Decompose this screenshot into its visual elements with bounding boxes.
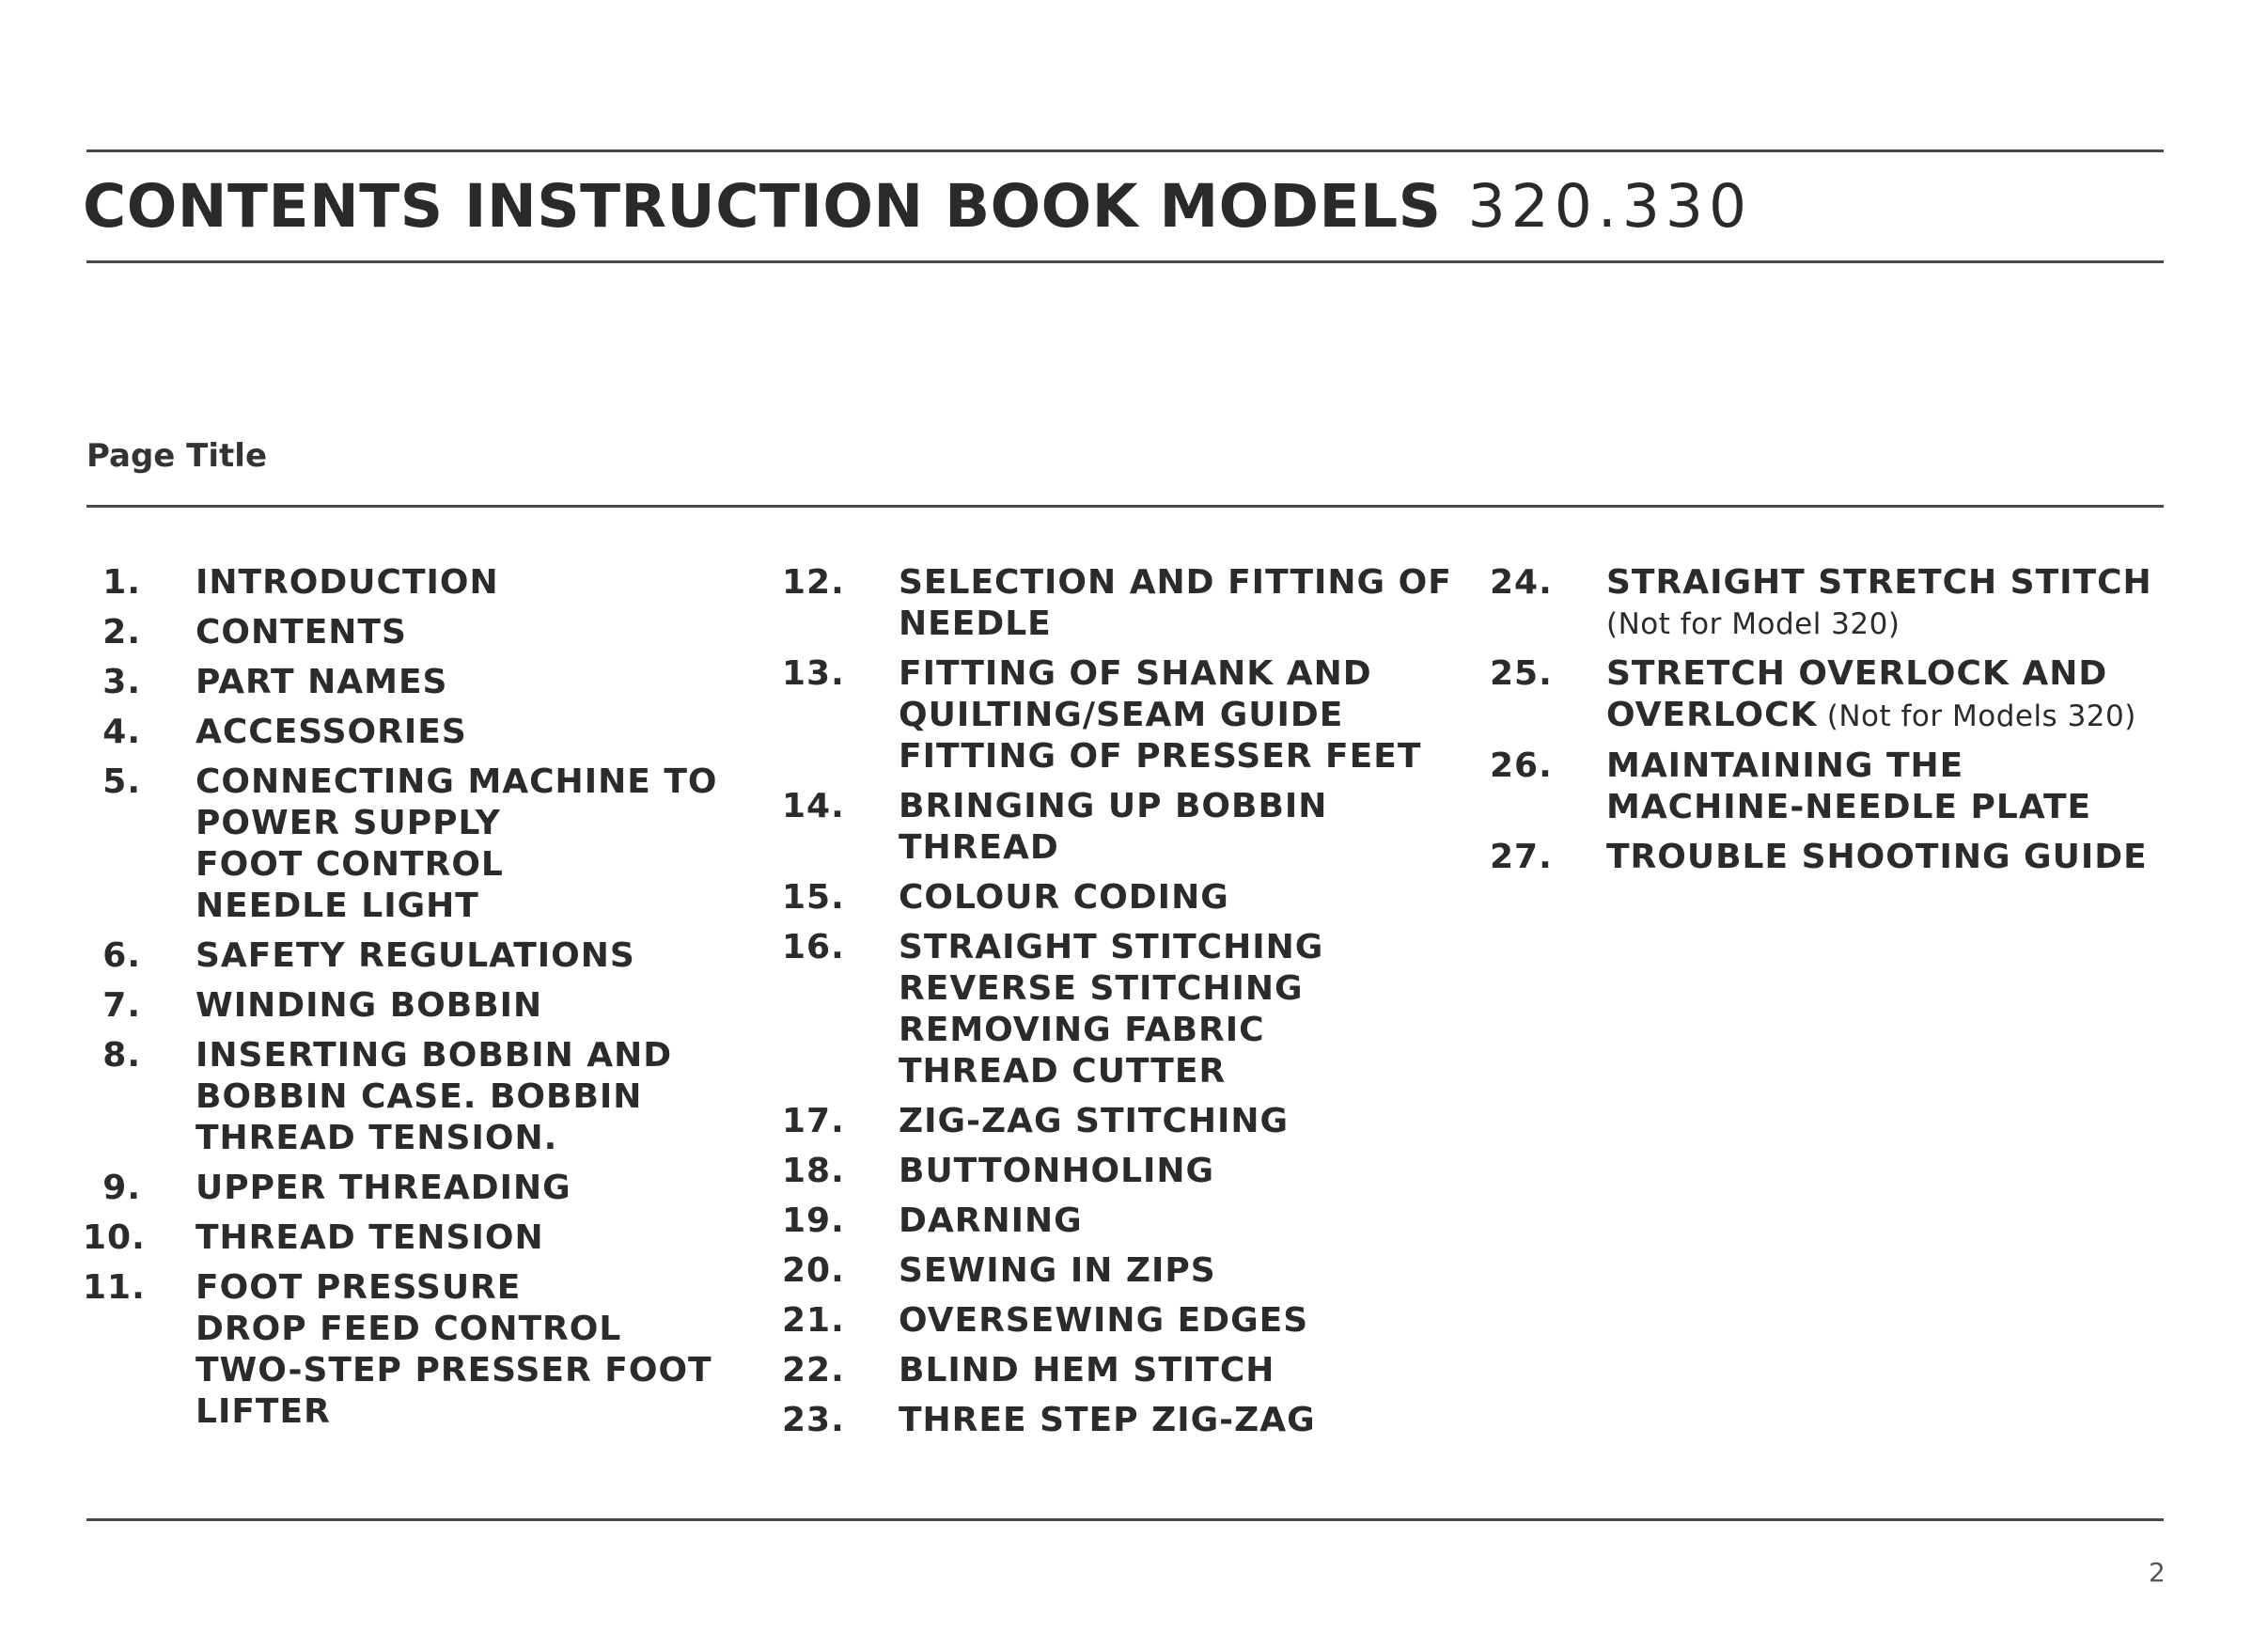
entry-title-line: POWER SUPPLY [196,804,501,842]
entry-title [196,712,467,753]
entry-title-line: OVERLOCK (Not for Models 320) [1606,696,2136,734]
entry-number: 9. [102,1169,141,1207]
entry-title-line: DROP FEED CONTROL [196,1310,622,1348]
title-models: 320.330 [1467,172,1753,241]
page-title [83,169,1752,244]
entry-number: 12. [782,563,845,602]
entry-title-line: WINDING BOBBIN [196,986,543,1025]
entry-title-line: LIFTER [196,1392,331,1431]
entry-title [899,1151,1214,1192]
entry-title-line: FOOT PRESSURE [196,1268,522,1307]
entry-title-line: SEWING IN ZIPS [899,1251,1216,1290]
entry-title-line: STRAIGHT STRETCH STITCH [1606,563,2152,602]
contents-entry [1490,837,2204,878]
entry-title [196,612,407,653]
entry-number: 15. [782,878,845,917]
contents-entry [83,985,759,1027]
entry-number: 1. [102,563,141,602]
contents-entry [782,562,1478,645]
entry-title [899,653,1421,777]
entry-title [196,1168,571,1209]
entry-title [196,562,499,604]
entry-title [1606,653,2136,737]
entry-title [196,1217,544,1259]
page-number: 2 [2149,1557,2166,1588]
contents-entry [83,762,759,927]
entry-number: 25. [1490,654,1553,693]
contents-entry [1490,746,2204,828]
entry-title [899,562,1452,645]
title-underline-rule [86,260,2164,263]
entry-title-line: SAFETY REGULATIONS [196,936,635,975]
entry-title-line: NEEDLE LIGHT [196,887,479,925]
entry-title-line: TWO-STEP PRESSER FOOT [196,1351,712,1390]
entry-title-line: THREAD TENSION. [196,1119,558,1157]
entry-title [899,1101,1289,1142]
contents-entry [782,877,1478,919]
entry-title [899,1350,1275,1391]
entry-note: (Not for Models 320) [1817,699,2136,733]
entry-title-line: THREAD [899,828,1059,867]
entry-number: 7. [102,986,141,1025]
contents-entry [1490,562,2204,645]
entry-title [899,1250,1216,1292]
contents-entry [1490,653,2204,737]
entry-number: 18. [782,1152,845,1190]
entry-number: 26. [1490,746,1553,785]
entry-title-line: CONNECTING MACHINE TO [196,762,718,801]
entry-title-line: DARNING [899,1201,1083,1240]
contents-entry [782,653,1478,777]
entry-title-line: REMOVING FABRIC [899,1011,1265,1049]
entry-title-line: REVERSE STITCHING [899,969,1304,1008]
entry-title [196,1035,672,1159]
entry-title-line: COLOUR CODING [899,878,1229,917]
entry-title [899,786,1327,869]
contents-entry [83,662,759,703]
contents-entry [782,786,1478,869]
entry-title [196,1267,712,1433]
entry-title [1606,746,2091,828]
entry-title-line: ZIG-ZAG STITCHING [899,1102,1290,1140]
entry-number: 8. [102,1036,141,1075]
entry-number: 11. [83,1268,146,1307]
entry-number: 24. [1490,563,1553,602]
entry-title [196,935,635,977]
entry-title-line: THREAD TENSION [196,1218,544,1257]
entry-number: 3. [102,663,141,701]
entry-number: 27. [1490,838,1553,876]
entry-title-line: INSERTING BOBBIN AND [196,1036,673,1075]
entry-title-line: NEEDLE [899,605,1052,643]
entry-title-line: QUILTING/SEAM GUIDE [899,696,1344,734]
entry-title-line: STRAIGHT STITCHING [899,928,1324,966]
entry-title-line: OVERSEWING EDGES [899,1301,1309,1340]
contents-entry [83,1267,759,1433]
entry-number: 23. [782,1401,845,1439]
entry-title [196,762,718,927]
entry-number: 13. [782,654,845,693]
entry-number: 21. [782,1301,845,1340]
contents-column-1 [83,562,759,1441]
entry-title-line: STRETCH OVERLOCK AND [1606,654,2108,693]
bottom-rule [86,1518,2164,1521]
contents-entry [782,1350,1478,1391]
contents-entry [782,1201,1478,1242]
entry-title-line: ACCESSORIES [196,713,467,751]
entry-title-line: PART NAMES [196,663,448,701]
contents-entry [782,1250,1478,1292]
contents-entry [83,612,759,653]
entry-title-line: TROUBLE SHOOTING GUIDE [1606,838,2148,876]
contents-entry [83,712,759,753]
entry-note: (Not for Model 320) [1606,607,1900,641]
entry-title-line: THREAD CUTTER [899,1052,1227,1091]
contents-entry [782,1101,1478,1142]
entry-title [1606,837,2148,878]
entry-title-line: MAINTAINING THE [1606,746,1964,785]
entry-title [899,1400,1316,1441]
entry-title [1606,562,2152,645]
entry-number: 22. [782,1351,845,1390]
contents-entry [782,1300,1478,1342]
entry-title [196,985,542,1027]
entry-title-line: CONTENTS [196,613,407,652]
contents-entry [83,1168,759,1209]
entry-title [196,662,447,703]
entry-title-line: UPPER THREADING [196,1169,571,1207]
contents-column-3 [1490,562,2204,887]
entry-title-line: FITTING OF SHANK AND [899,654,1372,693]
entry-title-line: SELECTION AND FITTING OF [899,563,1452,602]
entry-title-line: BOBBIN CASE. BOBBIN [196,1077,643,1116]
entry-number: 5. [102,762,141,801]
contents-column-2 [782,562,1478,1450]
contents-entry [83,935,759,977]
entry-number: 16. [782,928,845,966]
entry-number: 14. [782,787,845,825]
page-title-heading: Page Title [86,437,267,475]
entry-title-line: FITTING OF PRESSER FEET [899,737,1422,776]
entry-title [899,927,1323,1092]
entry-title-line: INTRODUCTION [196,563,499,602]
contents-entry [83,562,759,604]
entry-number: 17. [782,1102,845,1140]
entry-title-line: FOOT CONTROL [196,845,504,884]
entry-title [899,877,1229,919]
entry-number: 2. [102,613,141,652]
entry-number: 4. [102,713,141,751]
entry-title-line: BRINGING UP BOBBIN [899,787,1328,825]
entry-title-line: BLIND HEM STITCH [899,1351,1275,1390]
contents-entry [83,1217,759,1259]
entry-number: 19. [782,1201,845,1240]
header-rule [86,505,2164,508]
contents-entry [782,1400,1478,1441]
top-rule [86,149,2164,152]
entry-number: 10. [83,1218,146,1257]
contents-entry [83,1035,759,1159]
entry-title [899,1201,1083,1242]
entry-title-line: MACHINE-NEEDLE PLATE [1606,788,2092,826]
entry-title-line: BUTTONHOLING [899,1152,1215,1190]
entry-title [899,1300,1308,1342]
entry-title-line: THREE STEP ZIG-ZAG [899,1401,1316,1439]
entry-number: 6. [102,936,141,975]
entry-number: 20. [782,1251,845,1290]
title-main: CONTENTS INSTRUCTION BOOK MODELS [83,172,1442,241]
contents-entry [782,1151,1478,1192]
contents-entry [782,927,1478,1092]
